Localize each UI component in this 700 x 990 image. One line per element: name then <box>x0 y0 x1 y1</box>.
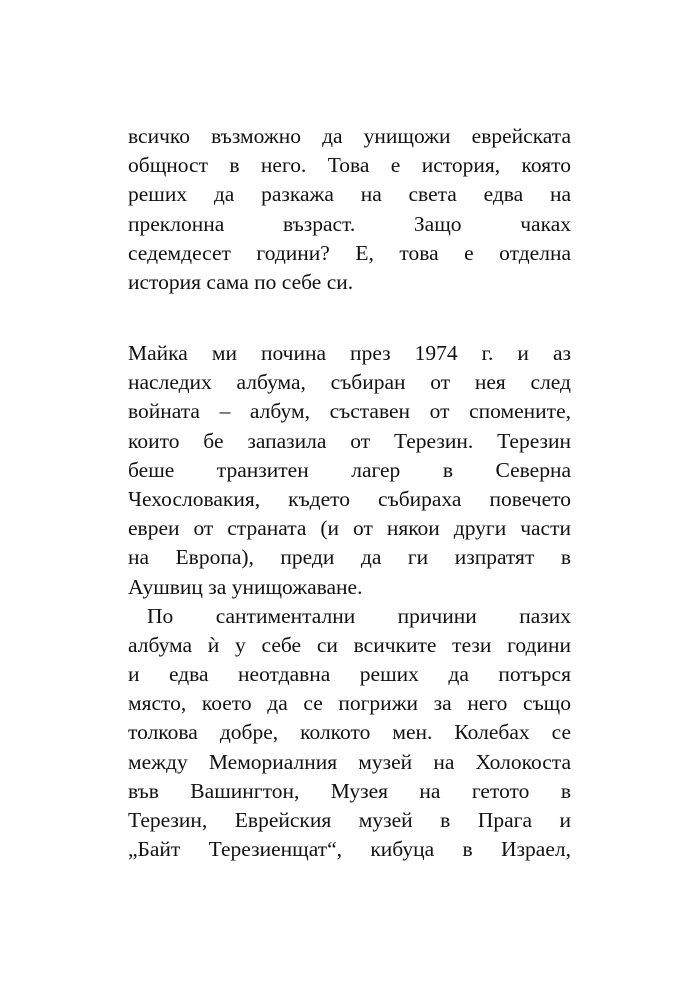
text-line: войната – албум, съставен от спомените, <box>128 399 571 424</box>
text-line: Майка ми почина през 1974 г. и аз <box>128 341 571 365</box>
text-line: беше транзитен лагер в Северна <box>128 457 571 482</box>
text-line: албума ѝ у себе си всичките тези години <box>128 632 571 657</box>
text-line: които бе запазила от Терезин. Терезин <box>128 428 571 453</box>
text-line: седемдесет години? Е, това е отделна <box>128 240 571 265</box>
text-line: на Европа), преди да ги изпратят в <box>128 545 571 570</box>
text-line: история сама по себе си. <box>128 269 354 294</box>
text-line: реших да разкажа на света едва на <box>128 182 571 207</box>
text-line: във Вашингтон, Музея на гетото в <box>128 778 571 803</box>
text-line: наследих албума, събиран от нея след <box>128 370 571 395</box>
paragraph-1 <box>128 122 571 297</box>
text-line: и едва неотдавна реших да потърся <box>128 662 571 687</box>
text-line: Аушвиц за унищожаване. <box>128 574 363 599</box>
text-line: толкова добре, колкото мен. Колебах се <box>128 720 571 745</box>
paragraph-2 <box>128 339 571 864</box>
text-line: евреи от страната (и от някои други части <box>128 516 571 541</box>
text-line: Чехословакия, където събираха повечето <box>128 486 571 511</box>
text-line: място, което да се погрижи за него също <box>128 691 571 716</box>
text-line: „Байт Терезиенщат“, кибуца в Израел, <box>128 837 571 862</box>
text-line: общност в него. Това е история, която <box>128 153 571 178</box>
text-line: всичко възможно да унищожи еврейската <box>128 124 571 148</box>
text-line: Терезин, Еврейския музей в Прага и <box>128 808 571 832</box>
text-line: между Мемориалния музей на Холокоста <box>128 749 571 774</box>
text-line: преклонна възраст. Защо чаках <box>128 211 571 236</box>
text-line: По сантиментални причини пазих <box>147 603 571 628</box>
